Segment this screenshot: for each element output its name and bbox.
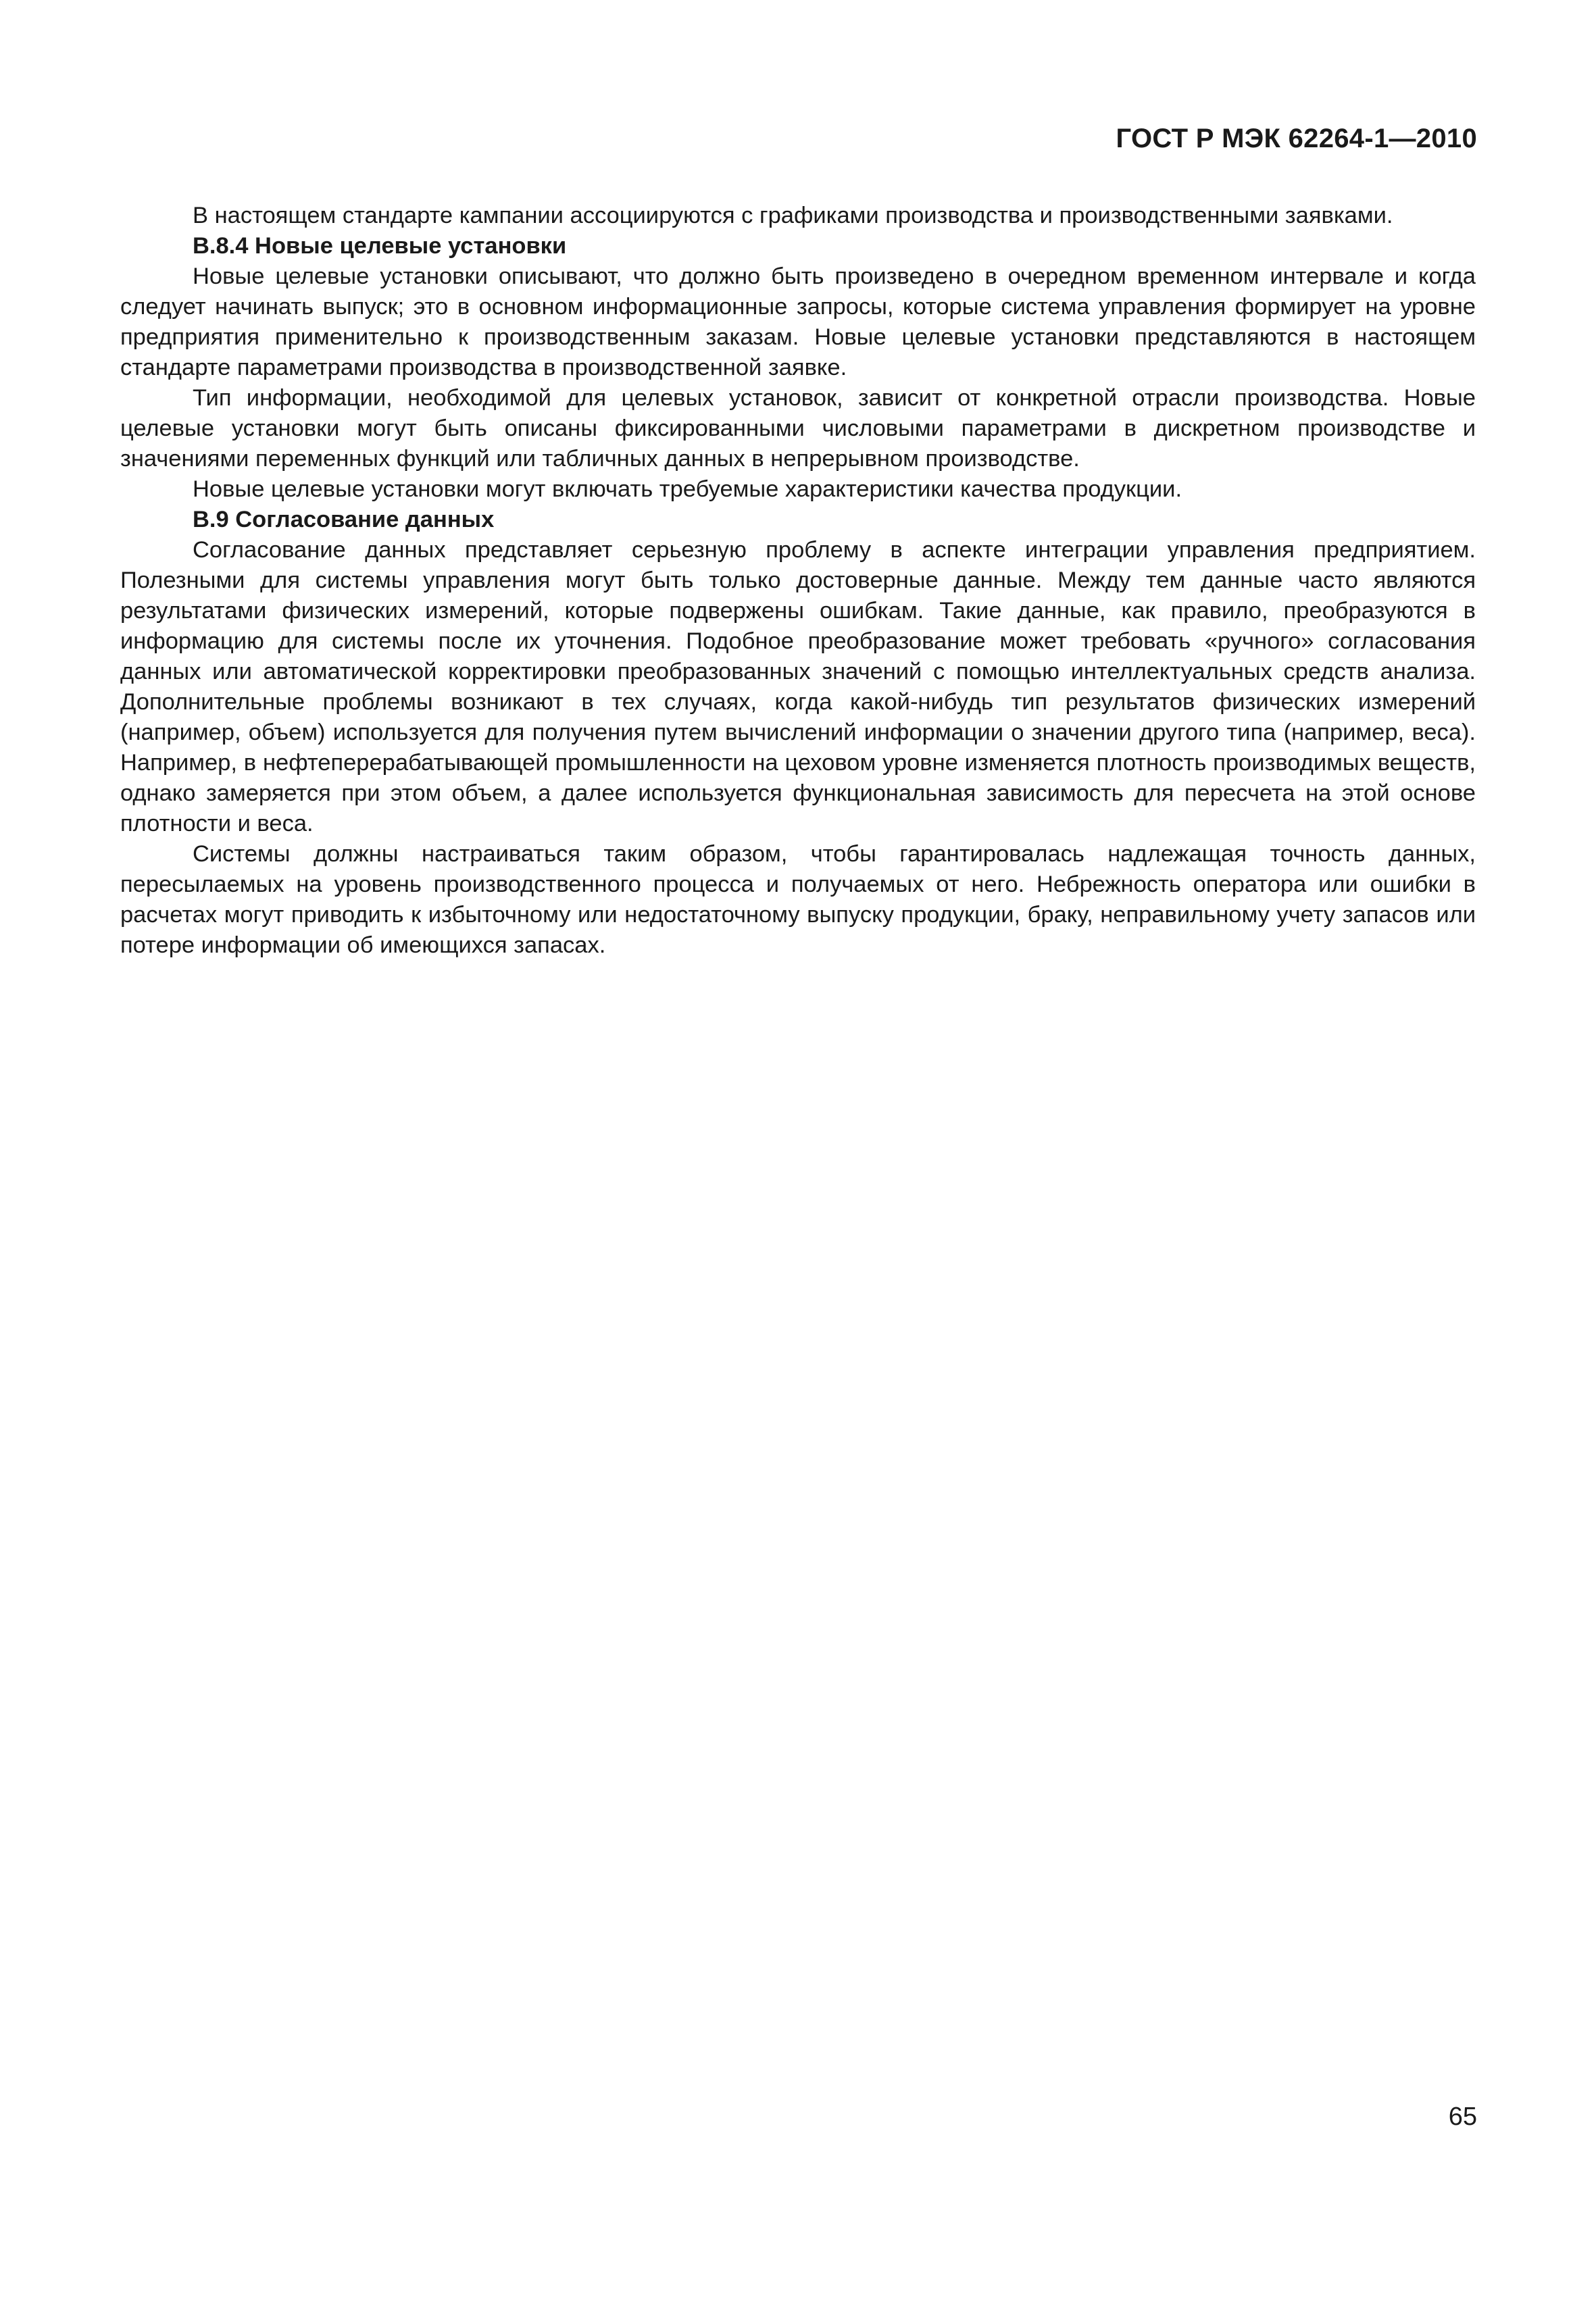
paragraph-campaigns: В настоящем стандарте кампании ассоциируются с графиками производства и производственными заявками. bbox=[193, 203, 1393, 228]
section-heading-b84: В.8.4 Новые целевые установки bbox=[193, 233, 567, 259]
paragraph-b84-quality: Новые целевые установки могут включать требуемые характеристики качества продукции. bbox=[193, 476, 1182, 502]
paragraph-b84-description: Новые целевые установки описывают, что должно быть произведено в очередном временном интервале и когда следует начинать выпуск; это в основном информационные запросы, которые система управления формирует на уровне предприятия применительно к производственным заказам. Новые целевые установки представляются в настоящем стандарте параметрами производства в производственной заявке. bbox=[120, 263, 1476, 380]
page-number: 65 bbox=[1448, 2103, 1477, 2131]
paragraph-b9-systems: Системы должны настраиваться таким образом, чтобы гарантировалась надлежащая точность данных, пересылаемых на уровень производственного процесса и получаемых от него. Небрежность оператора или ошибки в расчетах могут приводить к избыточному или недостаточному выпуску продукции, браку, неправильному учету запасов или потере информации об имеющихся запасах. bbox=[120, 841, 1476, 958]
document-header: ГОСТ Р МЭК 62264-1—2010 bbox=[1116, 124, 1477, 153]
section-heading-b9: В.9 Согласование данных bbox=[193, 507, 495, 532]
document-body bbox=[120, 201, 1476, 961]
paragraph-b84-info-type: Тип информации, необходимой для целевых установок, зависит от конкретной отрасли производства. Новые целевые установки могут быть описаны фиксированными числовыми параметрами в дискретном производстве и значениями переменных функций или табличных данных в непрерывном производстве. bbox=[120, 385, 1476, 472]
paragraph-b9-reconciliation: Согласование данных представляет серьезную проблему в аспекте интеграции управления предприятием. Полезными для системы управления могут быть только достоверные данные. Между тем данные часто являются результатами физических измерений, которые подвержены ошибкам. Такие данные, как правило, преобразуются в информацию для системы после их уточнения. Подобное преобразование может требовать «ручного» согласования данных или автоматической корректировки преобразованных значений с помощью интеллектуальных средств анализа. Дополнительные проблемы возникают в тех случаях, когда какой-нибудь тип результатов физических измерений (например, объем) используется для получения путем вычислений информации о значении другого типа (например, веса). Например, в нефтеперерабатывающей промышленности на цеховом уровне изменяется плотность производимых веществ, однако замеряется при этом объем, а далее используется функциональная зависимость для пересчета на этой основе плотности и веса. bbox=[120, 537, 1476, 836]
